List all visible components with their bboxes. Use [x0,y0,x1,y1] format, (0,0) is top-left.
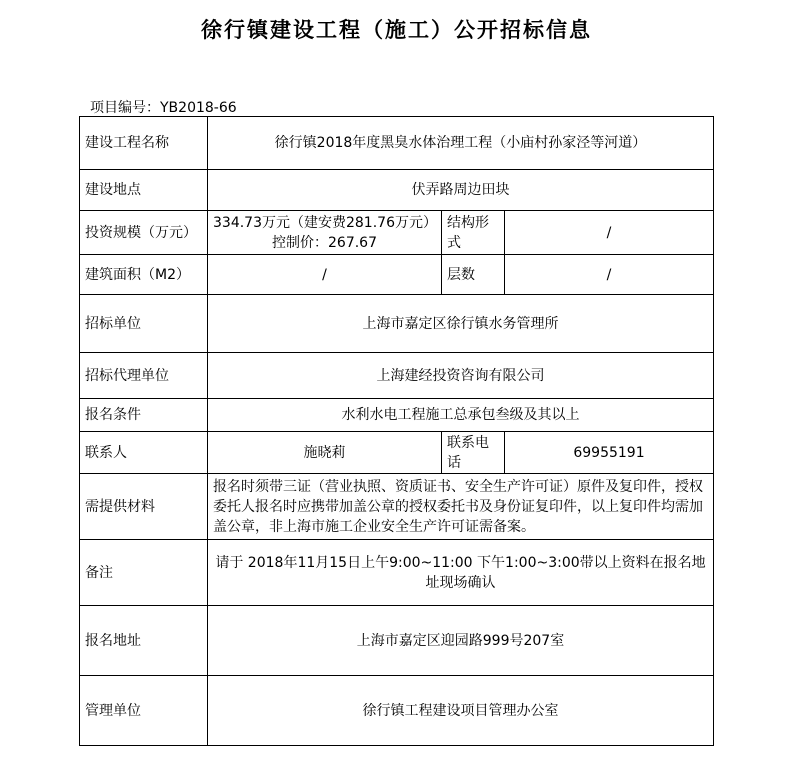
agent-label: 招标代理单位 [80,353,208,399]
row-location [80,170,714,211]
investment-value [208,211,442,255]
location-value: 伏弄路周边田块 [208,170,714,211]
tender-unit-label: 招标单位 [80,295,208,353]
floors-value: / [505,255,714,295]
area-label: 建筑面积（M2） [80,255,208,295]
row-conditions [80,399,714,432]
row-agent [80,353,714,399]
phone-label: 联系电话 [442,432,505,474]
row-area [80,255,714,295]
reg-address-label: 报名地址 [80,606,208,676]
structure-label: 结构形式 [442,211,505,255]
materials-value: 报名时须带三证（营业执照、资质证书、安全生产许可证）原件及复印件，授权委托人报名时应携带加盖公章的授权委托书及身份证复印件，以上复印件均需加盖公章，非上海市施工企业安全生产许可证需备案。 [208,474,714,540]
row-contact [80,432,714,474]
project-number: 项目编号：YB2018-66 [90,100,237,116]
materials-label: 需提供材料 [80,474,208,540]
phone-value: 69955191 [505,432,714,474]
remarks-value: 请于 2018年11月15日上午9:00~11:00 下午1:00~3:00带以上资料在报名地址现场确认 [208,540,714,606]
contact-label: 联系人 [80,432,208,474]
row-remarks [80,540,714,606]
floors-label: 层数 [442,255,505,295]
row-tender-unit [80,295,714,353]
control-price: 控制价：267.67 [272,234,377,251]
row-project-name [80,117,714,170]
structure-value: / [505,211,714,255]
row-materials [80,474,714,540]
page-title: 徐行镇建设工程（施工）公开招标信息 [201,17,592,42]
tender-unit-value: 上海市嘉定区徐行镇水务管理所 [208,295,714,353]
remarks-label: 备注 [80,540,208,606]
investment-amount: 334.73万元（建安费281.76万元） [213,214,437,231]
tender-info-table [79,116,714,746]
management-value: 徐行镇工程建设项目管理办公室 [208,676,714,746]
row-investment [80,211,714,255]
project-name-value: 徐行镇2018年度黑臭水体治理工程（小庙村孙家泾等河道） [208,117,714,170]
area-value: / [208,255,442,295]
agent-value: 上海建经投资咨询有限公司 [208,353,714,399]
management-label: 管理单位 [80,676,208,746]
investment-label: 投资规模（万元） [80,211,208,255]
row-reg-address [80,606,714,676]
contact-value: 施晓莉 [208,432,442,474]
conditions-value: 水利水电工程施工总承包叁级及其以上 [208,399,714,432]
project-name-label: 建设工程名称 [80,117,208,170]
conditions-label: 报名条件 [80,399,208,432]
reg-address-value: 上海市嘉定区迎园路999号207室 [208,606,714,676]
row-management [80,676,714,746]
location-label: 建设地点 [80,170,208,211]
